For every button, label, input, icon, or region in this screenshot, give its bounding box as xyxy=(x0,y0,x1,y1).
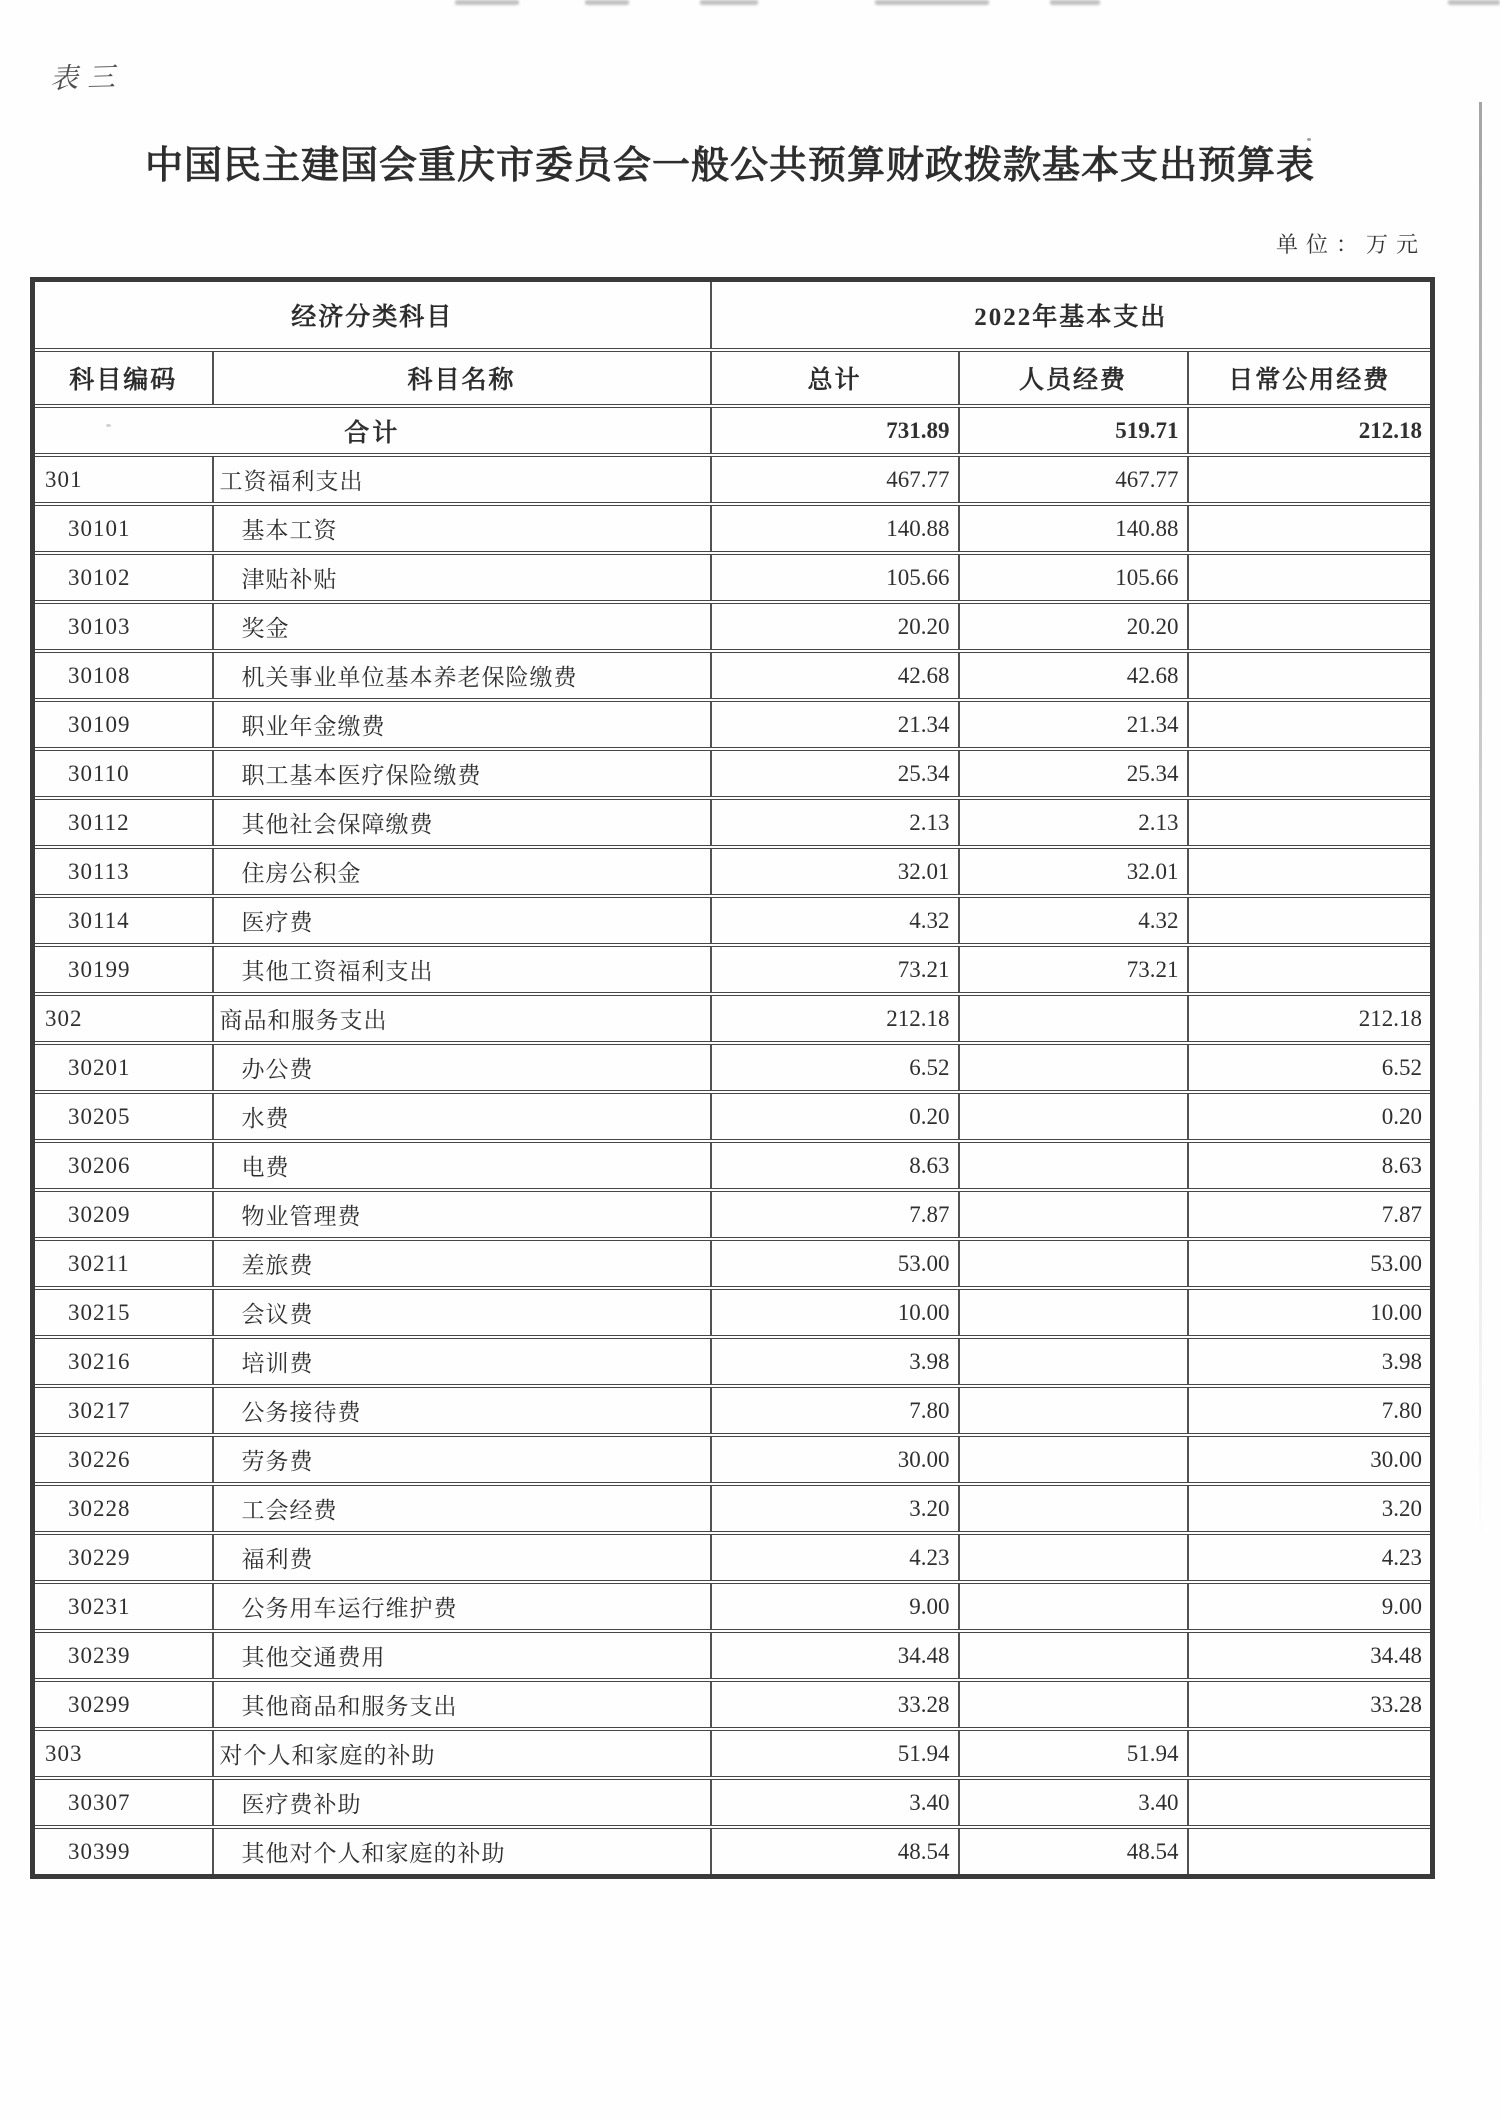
total-cell: 212.18 xyxy=(711,994,959,1043)
table-row xyxy=(33,749,1433,798)
table-row xyxy=(33,1190,1433,1239)
code-cell: 303 xyxy=(33,1729,213,1778)
name-cell: 办公费 xyxy=(213,1043,711,1092)
total-cell: 3.20 xyxy=(711,1484,959,1533)
column-header-personnel: 人员经费 xyxy=(959,350,1188,406)
total-cell: 8.63 xyxy=(711,1141,959,1190)
name-cell: 公务用车运行维护费 xyxy=(213,1582,711,1631)
total-cell: 4.23 xyxy=(711,1533,959,1582)
scan-smudge xyxy=(455,0,519,5)
name-cell: 住房公积金 xyxy=(213,847,711,896)
total-cell: 7.80 xyxy=(711,1386,959,1435)
name-cell: 医疗费补助 xyxy=(213,1778,711,1827)
personnel-cell: 140.88 xyxy=(959,504,1188,553)
personnel-cell: 73.21 xyxy=(959,945,1188,994)
name-cell: 工资福利支出 xyxy=(213,455,711,504)
code-cell: 30205 xyxy=(33,1092,213,1141)
code-cell: 30199 xyxy=(33,945,213,994)
personnel-cell: 2.13 xyxy=(959,798,1188,847)
daily-cell: 10.00 xyxy=(1188,1288,1433,1337)
table-row xyxy=(33,1680,1433,1729)
personnel-cell xyxy=(959,1337,1188,1386)
total-cell: 53.00 xyxy=(711,1239,959,1288)
table-row xyxy=(33,1631,1433,1680)
personnel-cell: 20.20 xyxy=(959,602,1188,651)
daily-cell xyxy=(1188,651,1433,700)
daily-cell: 8.63 xyxy=(1188,1141,1433,1190)
personnel-cell: 21.34 xyxy=(959,700,1188,749)
daily-cell: 30.00 xyxy=(1188,1435,1433,1484)
code-cell: 30239 xyxy=(33,1631,213,1680)
personnel-cell xyxy=(959,1239,1188,1288)
table-row xyxy=(33,1582,1433,1631)
name-cell: 其他交通费用 xyxy=(213,1631,711,1680)
scan-smudge xyxy=(875,0,989,5)
column-header-name: 科目名称 xyxy=(213,350,711,406)
name-cell: 其他社会保障缴费 xyxy=(213,798,711,847)
unit-note: 单位：万元 xyxy=(1275,232,1426,257)
code-cell: 30110 xyxy=(33,749,213,798)
personnel-cell xyxy=(959,1631,1188,1680)
daily-cell: 9.00 xyxy=(1188,1582,1433,1631)
daily-cell: 7.80 xyxy=(1188,1386,1433,1435)
daily-cell xyxy=(1188,455,1433,504)
name-cell: 差旅费 xyxy=(213,1239,711,1288)
name-cell: 津贴补贴 xyxy=(213,553,711,602)
code-cell: 30399 xyxy=(33,1827,213,1877)
code-cell: 30114 xyxy=(33,896,213,945)
table-row xyxy=(33,1729,1433,1778)
daily-cell: 4.23 xyxy=(1188,1533,1433,1582)
name-cell: 商品和服务支出 xyxy=(213,994,711,1043)
table-row xyxy=(33,1092,1433,1141)
daily-cell: 33.28 xyxy=(1188,1680,1433,1729)
code-cell: 30216 xyxy=(33,1337,213,1386)
name-cell: 电费 xyxy=(213,1141,711,1190)
table-row xyxy=(33,1239,1433,1288)
group-header-2022-expenditure: 2022年基本支出 xyxy=(711,280,1433,351)
total-cell: 21.34 xyxy=(711,700,959,749)
column-header-daily: 日常公用经费 xyxy=(1188,350,1433,406)
personnel-cell: 25.34 xyxy=(959,749,1188,798)
table-row xyxy=(33,1435,1433,1484)
personnel-cell xyxy=(959,1484,1188,1533)
daily-cell xyxy=(1188,553,1433,602)
name-cell: 福利费 xyxy=(213,1533,711,1582)
daily-cell: 7.87 xyxy=(1188,1190,1433,1239)
personnel-cell: 51.94 xyxy=(959,1729,1188,1778)
name-cell: 职工基本医疗保险缴费 xyxy=(213,749,711,798)
table-row xyxy=(33,1337,1433,1386)
total-total-cell: 731.89 xyxy=(711,406,959,455)
total-cell: 467.77 xyxy=(711,455,959,504)
column-header-total: 总计 xyxy=(711,350,959,406)
scan-smudge xyxy=(585,0,629,5)
personnel-cell: 467.77 xyxy=(959,455,1188,504)
personnel-cell xyxy=(959,1043,1188,1092)
table-row xyxy=(33,1533,1433,1582)
code-cell: 30201 xyxy=(33,1043,213,1092)
code-cell: 30102 xyxy=(33,553,213,602)
code-cell: 30215 xyxy=(33,1288,213,1337)
total-cell: 140.88 xyxy=(711,504,959,553)
daily-cell xyxy=(1188,700,1433,749)
daily-cell: 212.18 xyxy=(1188,994,1433,1043)
total-cell: 3.98 xyxy=(711,1337,959,1386)
name-cell: 劳务费 xyxy=(213,1435,711,1484)
code-cell: 302 xyxy=(33,994,213,1043)
code-cell: 30209 xyxy=(33,1190,213,1239)
table-row xyxy=(33,847,1433,896)
code-cell: 301 xyxy=(33,455,213,504)
table-row xyxy=(33,602,1433,651)
daily-cell xyxy=(1188,896,1433,945)
total-cell: 42.68 xyxy=(711,651,959,700)
name-cell: 水费 xyxy=(213,1092,711,1141)
table-row xyxy=(33,700,1433,749)
code-cell: 30113 xyxy=(33,847,213,896)
personnel-cell: 32.01 xyxy=(959,847,1188,896)
personnel-cell xyxy=(959,1533,1188,1582)
name-cell: 职业年金缴费 xyxy=(213,700,711,749)
total-cell: 73.21 xyxy=(711,945,959,994)
table-row xyxy=(33,1386,1433,1435)
table-row xyxy=(33,1141,1433,1190)
total-cell: 0.20 xyxy=(711,1092,959,1141)
daily-cell xyxy=(1188,749,1433,798)
code-cell: 30299 xyxy=(33,1680,213,1729)
table-row xyxy=(33,798,1433,847)
daily-cell xyxy=(1188,1827,1433,1877)
column-header-code: 科目编码 xyxy=(33,350,213,406)
total-cell: 105.66 xyxy=(711,553,959,602)
total-cell: 34.48 xyxy=(711,1631,959,1680)
table-body xyxy=(33,406,1433,1877)
daily-cell xyxy=(1188,504,1433,553)
table-header xyxy=(33,280,1433,407)
total-cell: 30.00 xyxy=(711,1435,959,1484)
daily-cell xyxy=(1188,798,1433,847)
name-cell: 其他商品和服务支出 xyxy=(213,1680,711,1729)
code-cell: 30228 xyxy=(33,1484,213,1533)
name-cell: 机关事业单位基本养老保险缴费 xyxy=(213,651,711,700)
total-cell: 7.87 xyxy=(711,1190,959,1239)
total-daily-cell: 212.18 xyxy=(1188,406,1433,455)
code-cell: 30206 xyxy=(33,1141,213,1190)
personnel-cell xyxy=(959,1680,1188,1729)
code-cell: 30229 xyxy=(33,1533,213,1582)
total-row xyxy=(33,406,1433,455)
scan-smudge xyxy=(1448,0,1500,5)
table-row xyxy=(33,945,1433,994)
code-cell: 30101 xyxy=(33,504,213,553)
name-cell: 会议费 xyxy=(213,1288,711,1337)
name-cell: 公务接待费 xyxy=(213,1386,711,1435)
daily-cell: 34.48 xyxy=(1188,1631,1433,1680)
scan-edge-line xyxy=(1479,102,1482,1542)
daily-cell: 6.52 xyxy=(1188,1043,1433,1092)
code-cell: 30109 xyxy=(33,700,213,749)
table-row xyxy=(33,1778,1433,1827)
daily-cell xyxy=(1188,1778,1433,1827)
table-row xyxy=(33,1827,1433,1877)
total-cell: 25.34 xyxy=(711,749,959,798)
daily-cell xyxy=(1188,945,1433,994)
name-cell: 奖金 xyxy=(213,602,711,651)
daily-cell: 0.20 xyxy=(1188,1092,1433,1141)
code-cell: 30231 xyxy=(33,1582,213,1631)
code-cell: 30112 xyxy=(33,798,213,847)
name-cell: 医疗费 xyxy=(213,896,711,945)
group-header-classification: 经济分类科目 xyxy=(33,280,711,351)
personnel-cell xyxy=(959,1386,1188,1435)
total-cell: 48.54 xyxy=(711,1827,959,1877)
total-cell: 4.32 xyxy=(711,896,959,945)
total-cell: 20.20 xyxy=(711,602,959,651)
name-cell: 工会经费 xyxy=(213,1484,711,1533)
name-cell: 基本工资 xyxy=(213,504,711,553)
total-cell: 3.40 xyxy=(711,1778,959,1827)
column-header-row xyxy=(33,350,1433,406)
total-label-cell: 合计 xyxy=(33,406,711,455)
daily-cell: 3.20 xyxy=(1188,1484,1433,1533)
table-row xyxy=(33,896,1433,945)
code-cell: 30108 xyxy=(33,651,213,700)
total-cell: 33.28 xyxy=(711,1680,959,1729)
budget-table xyxy=(30,277,1435,1879)
table-row xyxy=(33,1043,1433,1092)
table-row xyxy=(33,553,1433,602)
sheet-number-label: 表三 xyxy=(49,62,125,95)
name-cell: 物业管理费 xyxy=(213,1190,711,1239)
personnel-cell xyxy=(959,1582,1188,1631)
personnel-cell: 4.32 xyxy=(959,896,1188,945)
document-title: 中国民主建国会重庆市委员会一般公共预算财政拨款基本支出预算表 xyxy=(144,145,1315,187)
personnel-cell: 42.68 xyxy=(959,651,1188,700)
total-cell: 2.13 xyxy=(711,798,959,847)
table-row xyxy=(33,455,1433,504)
code-cell: 30307 xyxy=(33,1778,213,1827)
total-cell: 32.01 xyxy=(711,847,959,896)
scan-smudge xyxy=(700,0,758,5)
total-cell: 9.00 xyxy=(711,1582,959,1631)
table-row xyxy=(33,651,1433,700)
code-cell: 30211 xyxy=(33,1239,213,1288)
total-personnel-cell: 519.71 xyxy=(959,406,1188,455)
table-row xyxy=(33,1288,1433,1337)
personnel-cell: 48.54 xyxy=(959,1827,1188,1877)
table-row xyxy=(33,1484,1433,1533)
personnel-cell xyxy=(959,1190,1188,1239)
daily-cell: 53.00 xyxy=(1188,1239,1433,1288)
total-cell: 51.94 xyxy=(711,1729,959,1778)
daily-cell: 3.98 xyxy=(1188,1337,1433,1386)
personnel-cell: 105.66 xyxy=(959,553,1188,602)
total-cell: 6.52 xyxy=(711,1043,959,1092)
total-cell: 10.00 xyxy=(711,1288,959,1337)
personnel-cell xyxy=(959,1141,1188,1190)
daily-cell xyxy=(1188,1729,1433,1778)
name-cell: 其他对个人和家庭的补助 xyxy=(213,1827,711,1877)
group-header-row xyxy=(33,280,1433,351)
scan-smudge xyxy=(1050,0,1100,5)
table-row xyxy=(33,994,1433,1043)
name-cell: 对个人和家庭的补助 xyxy=(213,1729,711,1778)
personnel-cell xyxy=(959,1288,1188,1337)
personnel-cell xyxy=(959,1435,1188,1484)
name-cell: 其他工资福利支出 xyxy=(213,945,711,994)
personnel-cell: 3.40 xyxy=(959,1778,1188,1827)
daily-cell xyxy=(1188,847,1433,896)
daily-cell xyxy=(1188,602,1433,651)
code-cell: 30103 xyxy=(33,602,213,651)
personnel-cell xyxy=(959,994,1188,1043)
code-cell: 30217 xyxy=(33,1386,213,1435)
personnel-cell xyxy=(959,1092,1188,1141)
table-row xyxy=(33,504,1433,553)
code-cell: 30226 xyxy=(33,1435,213,1484)
name-cell: 培训费 xyxy=(213,1337,711,1386)
